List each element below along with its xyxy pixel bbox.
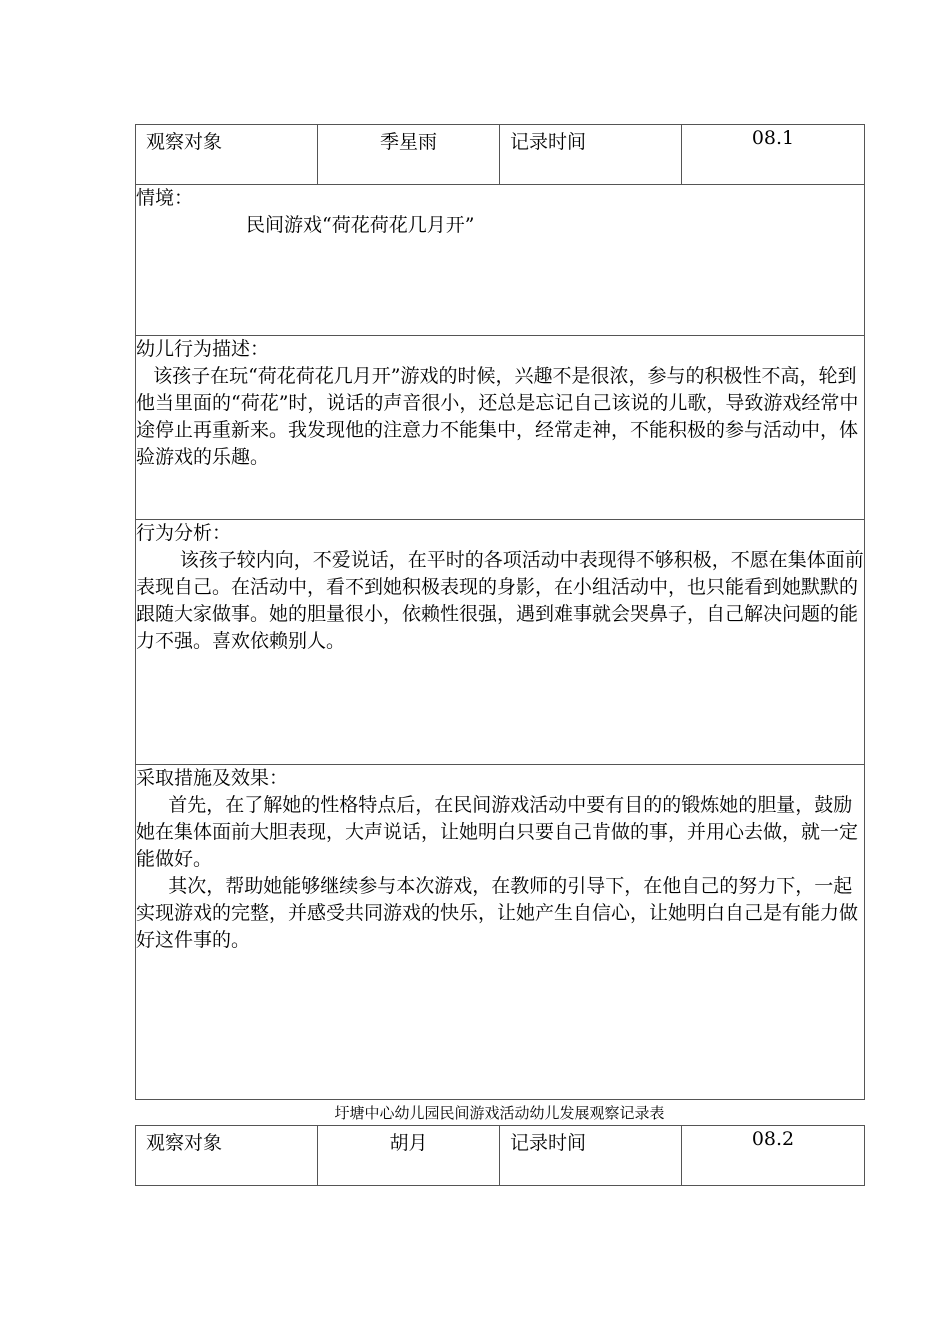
subject-name: 季星雨 [379, 131, 437, 153]
label-record-time: 记录时间 [510, 131, 587, 153]
analysis-row [136, 520, 865, 765]
subject-name-2: 胡月 [389, 1132, 428, 1154]
analysis-text: 该孩子较内向，不爱说话，在平时的各项活动中表现得不够积极，不愿在集体面前表现自己。在活动中，看不到她积极表现的身影，在小组活动中，也只能看到她默默的跟随大家做事。她的胆量很小，依赖性很强，遇到难事就会哭鼻子，自己解决问题的能力不强。喜欢依赖别人。 [136, 549, 864, 652]
analysis-title: 行为分析： [136, 522, 232, 544]
form-caption: 圩塘中心幼儿园民间游戏活动幼儿发展观察记录表 [334, 1104, 665, 1122]
situation-title: 情境： [136, 187, 194, 209]
label-record-time-2: 记录时间 [510, 1132, 587, 1154]
table-2-header-row [136, 1126, 865, 1186]
record-time-2: 08.2 [751, 1128, 795, 1150]
measures-row [136, 765, 865, 1100]
observation-table-1 [135, 124, 865, 1100]
behavior-title: 幼儿行为描述： [136, 338, 270, 360]
measures-paragraph-2: 其次，帮助她能够继续参与本次游戏，在教师的引导下，在他自己的努力下，一起实现游戏的完整，并感受共同游戏的快乐，让她产生自信心，让她明白自己是有能力做好这件事的。 [136, 875, 859, 951]
table-1-header-row [136, 125, 865, 185]
record-time: 08.1 [751, 127, 795, 149]
measures-paragraph-1: 首先，在了解她的性格特点后，在民间游戏活动中要有目的的锻炼她的胆量，鼓励她在集体面前大胆表现，大声说话，让她明白只要自己肯做的事，并用心去做，就一定能做好。 [136, 794, 859, 870]
behavior-text: 该孩子在玩“荷花荷花几月开”游戏的时候，兴趣不是很浓，参与的积极性不高，轮到他当里面的“荷花”时，说话的声音很小，还总是忘记自己该说的儿歌，导致游戏经常中途停止再重新来。我发现他的注意力不能集中，经常走神，不能积极的参与活动中，体验游戏的乐趣。 [136, 365, 859, 468]
label-subject-2: 观察对象 [146, 1132, 223, 1154]
situation-row [136, 185, 865, 336]
measures-title: 采取措施及效果： [136, 767, 289, 789]
behavior-row [136, 336, 865, 520]
observation-table-2 [135, 1125, 865, 1186]
label-subject: 观察对象 [146, 131, 223, 153]
situation-text: 民间游戏“荷花荷花几月开” [246, 214, 475, 236]
